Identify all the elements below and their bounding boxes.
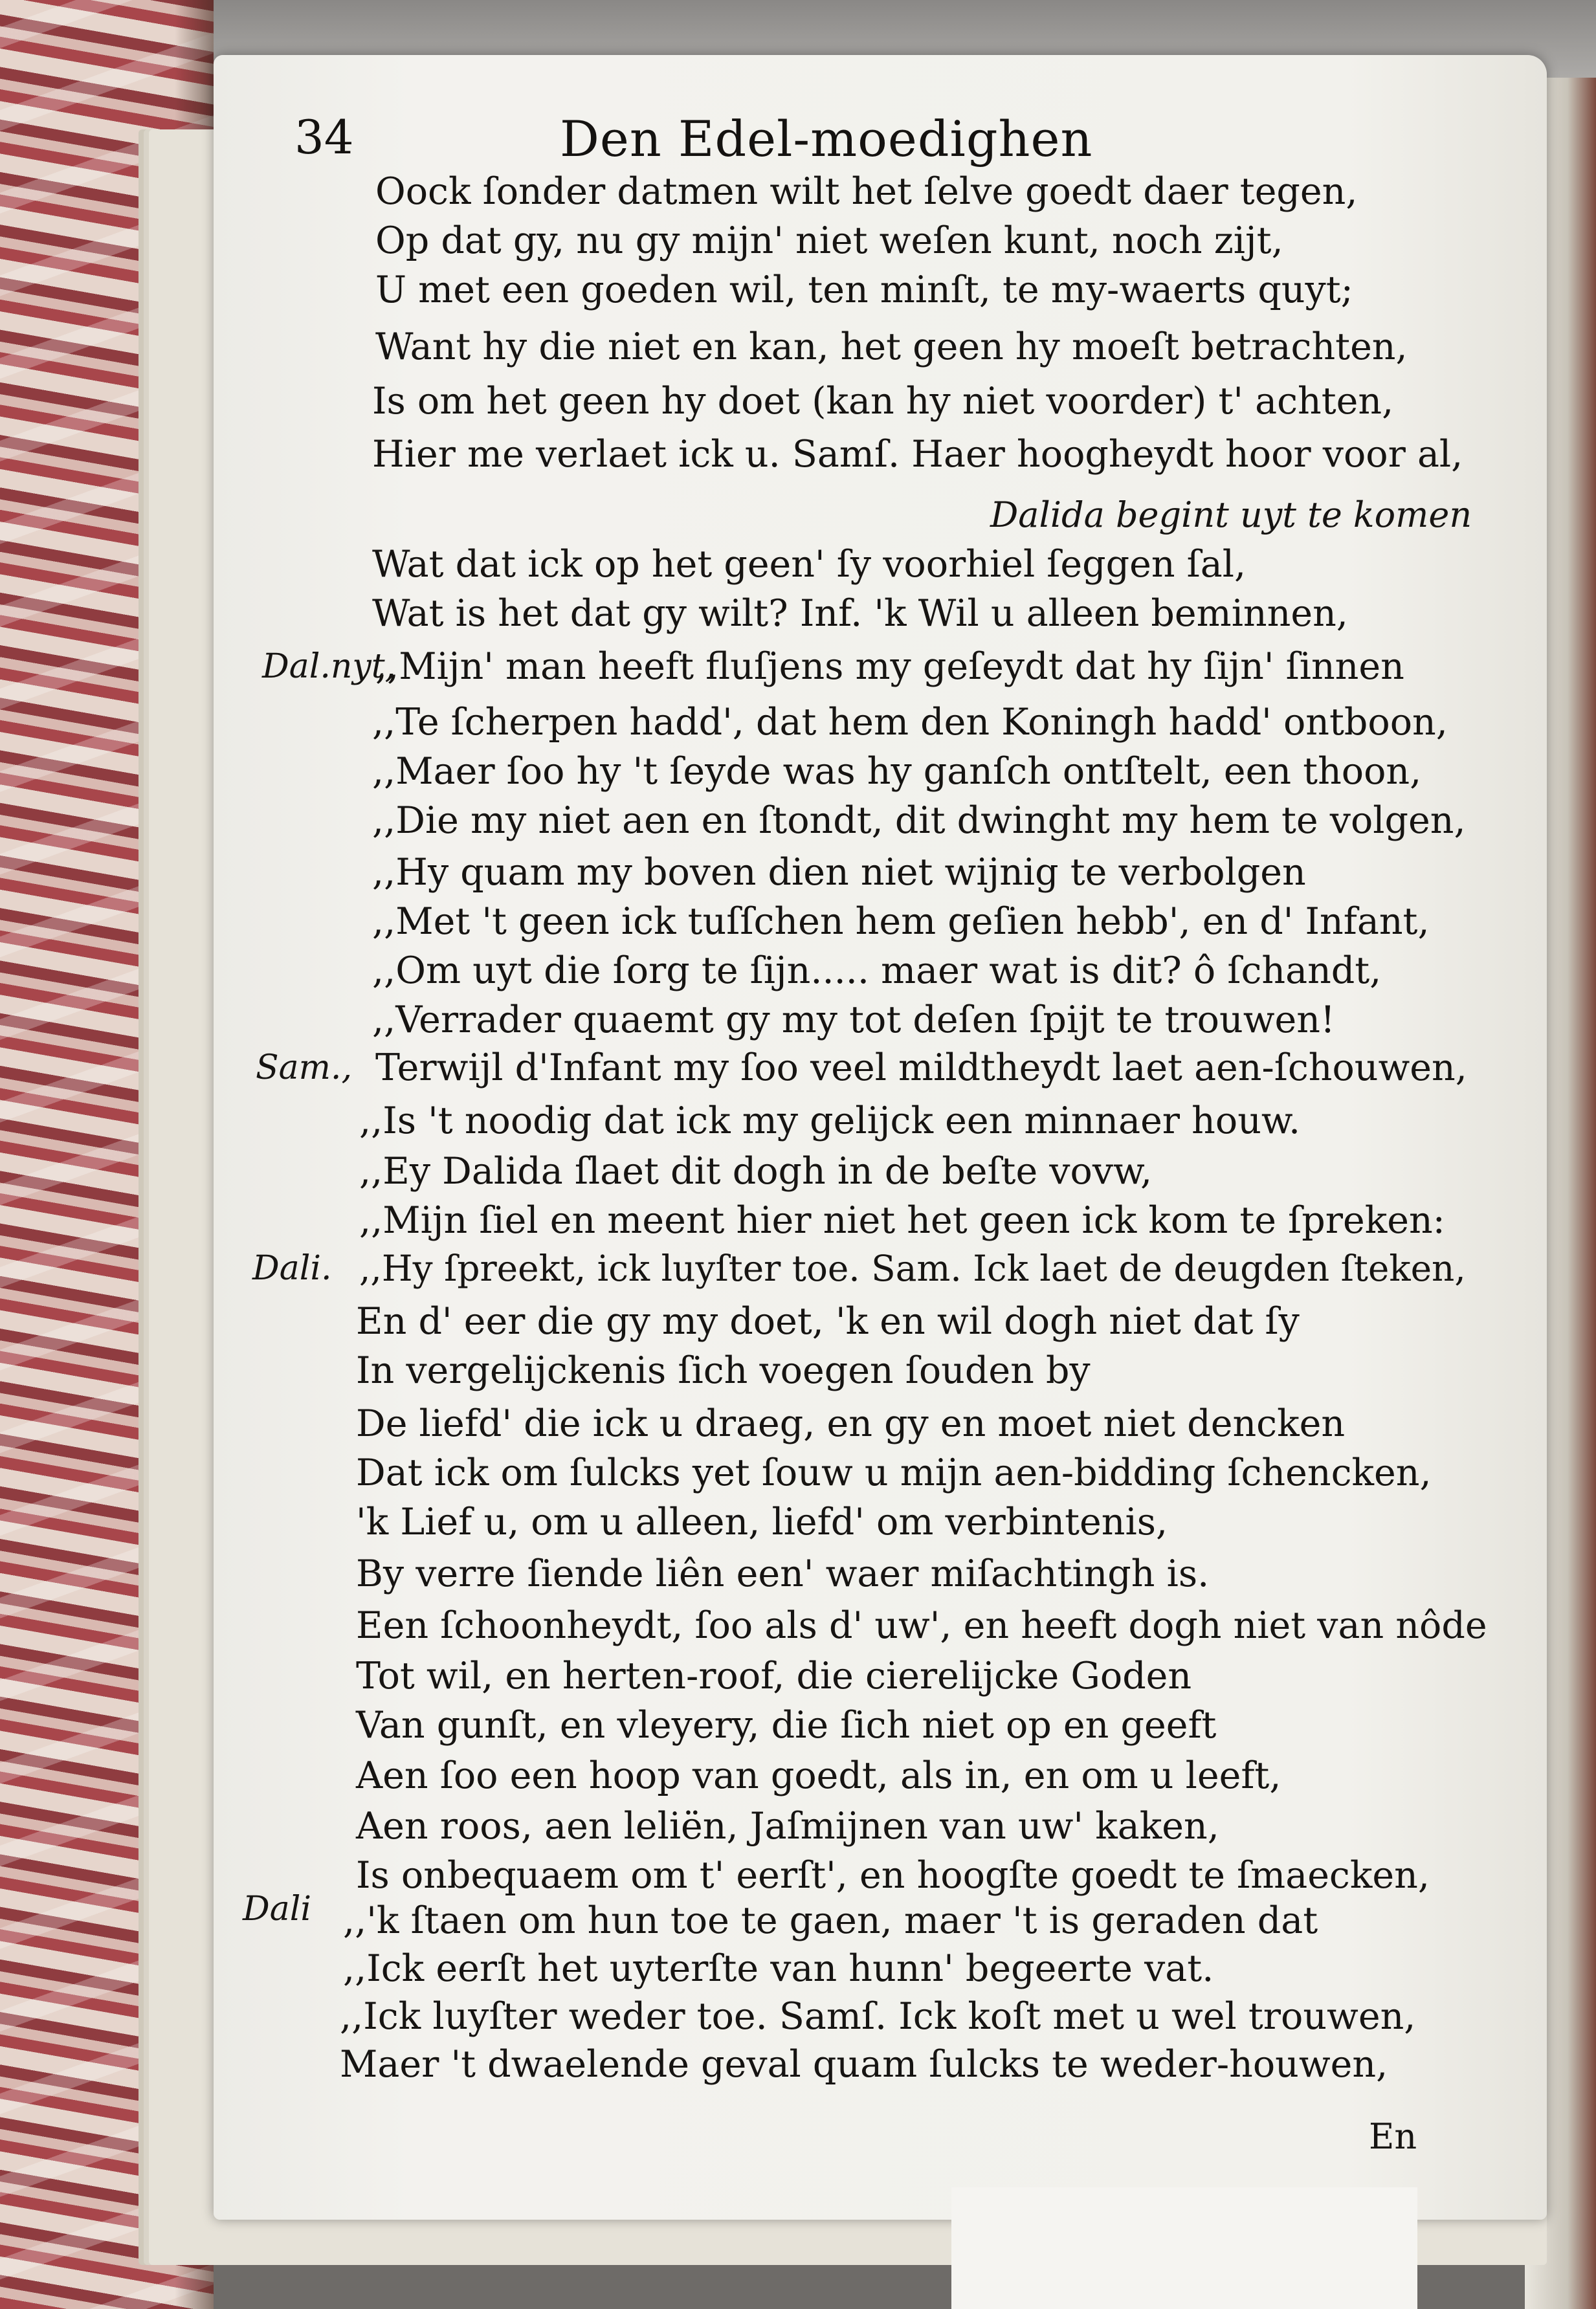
- verse-line: Op dat gy, nu gy mijn' niet weſen kunt, noch zijt,: [375, 219, 1283, 262]
- verse-line: Is onbequaem om t' eerſt', en hoogſte goedt te ſmaecken,: [356, 1854, 1430, 1897]
- speaker-label: Dali: [243, 1890, 311, 1928]
- verse-line: Oock ſonder datmen wilt het ſelve goedt daer tegen,: [375, 170, 1358, 213]
- verse-line: ,,Ick eerſt het uyterſte van hunn' begeerte vat.: [343, 1947, 1214, 1990]
- verse-line: Wat dat ick op het geen' ſy voorhiel ſeggen ſal,: [372, 543, 1247, 586]
- page-number: 34: [294, 110, 354, 164]
- verse-line: Aen ſoo een hoop van goedt, als in, en om u leeft,: [356, 1754, 1281, 1797]
- running-title: Den Edel-moedighen: [560, 110, 1093, 168]
- verse-line: In vergelijckenis ſich voegen ſouden by: [356, 1349, 1091, 1392]
- verse-line: ,,Die my niet aen en ſtondt, dit dwinght my hem te volgen,: [372, 799, 1466, 842]
- verse-line: ,,Mijn ſiel en meent hier niet het geen ick kom te ſpreken:: [359, 1199, 1445, 1242]
- verse-line: Tot wil, en herten-roof, die cierelijcke Goden: [356, 1655, 1192, 1697]
- verse-line: Van gunſt, en vleyery, die ſich niet op en geeft: [356, 1704, 1217, 1747]
- verse-line: ,,'k ſtaen om hun toe te gaen, maer 't is geraden dat: [343, 1899, 1318, 1942]
- verse-line: Is om het geen hy doet (kan hy niet voorder) t' achten,: [372, 380, 1394, 423]
- verse-line: De liefd' die ick u draeg, en gy en moet niet dencken: [356, 1402, 1346, 1445]
- verse-line: U met een goeden wil, ten minſt, te my-waerts quyt;: [375, 269, 1353, 311]
- stage-direction: Dalida begint uyt te komen: [990, 494, 1472, 535]
- verse-line: ,,Te ſcherpen hadd', dat hem den Koningh hadd' ontboon,: [372, 701, 1448, 744]
- verse-line: ,,Hy ſpreekt, ick luyſter toe. Sam. Ick laet de deugden ſteken,: [359, 1248, 1466, 1289]
- verse-line: Want hy die niet en kan, het geen hy moeſt betrachten,: [375, 326, 1408, 368]
- verse-line: ,,Ey Dalida ſlaet dit dogh in de beſte vovw,: [359, 1150, 1153, 1193]
- verse-line: ,,Verrader quaemt gy my tot deſen ſpijt te trouwen!: [372, 999, 1335, 1041]
- verse-line: By verre ſiende liên een' waer miſachtingh is.: [356, 1552, 1210, 1595]
- verse-line: Wat is het dat gy wilt? Inf. 'k Wil u alleen beminnen,: [372, 592, 1348, 635]
- verse-line: ,,Mijn' man heeft fluſjens my geſeydt dat hy ſijn' ſinnen: [375, 645, 1404, 688]
- speaker-label: Dali.: [252, 1249, 332, 1288]
- verse-line: Terwijl d'Infant my ſoo veel mildtheydt laet aen-ſchouwen,: [375, 1046, 1467, 1089]
- speaker-label: Dal.nyt,: [262, 647, 396, 686]
- verse-line: ,,Maer ſoo hy 't ſeyde was hy ganſch ontſtelt, een thoon,: [372, 750, 1422, 793]
- verse-line: ,,Om uyt die ſorg te ſijn..... maer wat is dit? ô ſchandt,: [372, 949, 1382, 992]
- verse-line: Dat ick om ſulcks yet ſouw u mijn aen-bidding ſchencken,: [356, 1452, 1432, 1494]
- verse-line: En d' eer die gy my doet, 'k en wil dogh niet dat ſy: [356, 1300, 1300, 1343]
- speaker-label: Sam.,: [256, 1048, 352, 1087]
- verse-line: 'k Lief u, om u alleen, liefd' om verbintenis,: [356, 1501, 1168, 1543]
- catchword: En: [1369, 2116, 1417, 2157]
- verse-line: ,,Is 't noodig dat ick my gelijck een minnaer houw.: [359, 1099, 1301, 1142]
- verse-line: Een ſchoonheydt, ſoo als d' uw', en heeft dogh niet van nôde: [356, 1604, 1487, 1647]
- verse-line: ,,Hy quam my boven dien niet wijnig te verbolgen: [372, 851, 1306, 894]
- verse-line: ,,Met 't geen ick tuſſchen hem geſien hebb', en d' Infant,: [372, 900, 1430, 943]
- verse-line: Hier me verlaet ick u. Samſ. Haer hoogheydt hoor voor al,: [372, 433, 1463, 476]
- verse-line: Aen roos, aen leliën, Jaſmijnen van uw' kaken,: [356, 1805, 1219, 1848]
- verse-line: Maer 't dwaelende geval quam ſulcks te weder-houwen,: [340, 2043, 1388, 2086]
- verse-line: ,,Ick luyſter weder toe. Samſ. Ick koſt met u wel trouwen,: [340, 1995, 1416, 2038]
